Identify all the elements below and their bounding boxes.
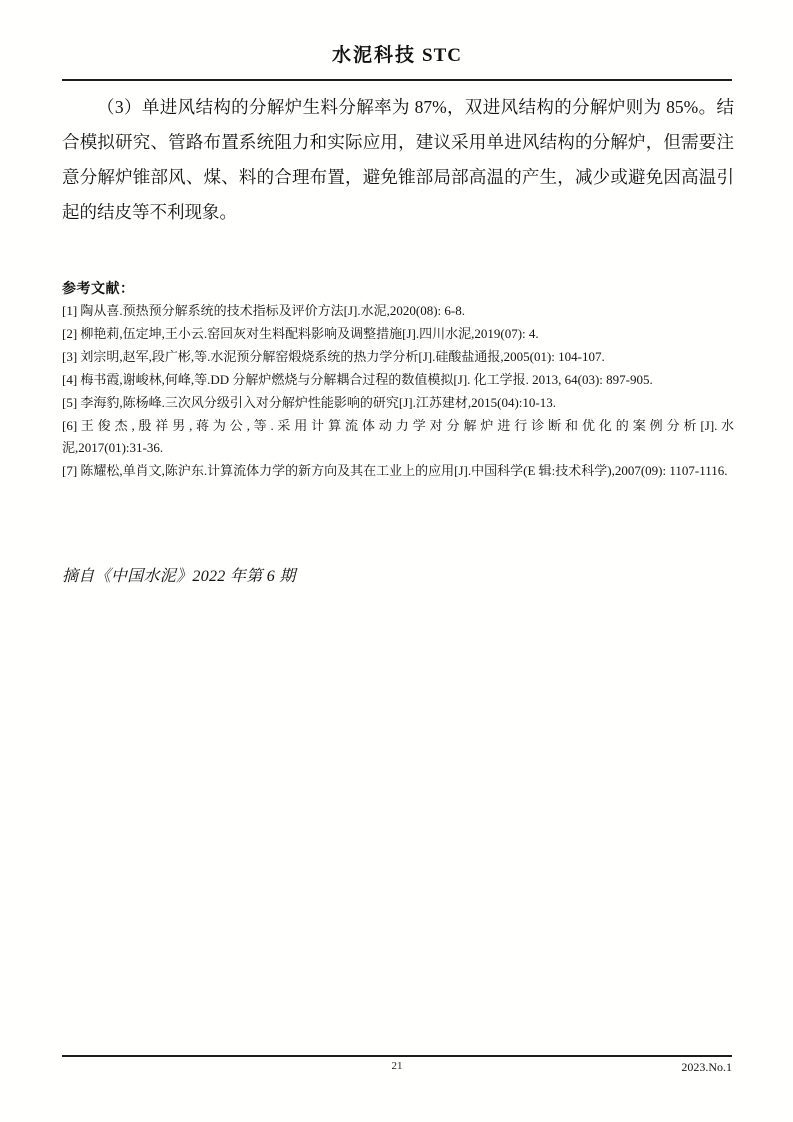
journal-abbreviation: STC (422, 45, 462, 66)
references-list (62, 300, 734, 483)
reference-item: [6] 王 俊 杰 , 殷 祥 男 , 蒋 为 公 , 等 . 采 用 计 算 流 体 动 力 学 对 分 解 炉 进 行 诊 断 和 优 化 的 案 例 分 析 [J]. 水泥,2017(01):31-36. (62, 417, 734, 455)
reference-item: [3] 刘宗明,赵军,段广彬,等.水泥预分解窑煅烧系统的热力学分析[J].硅酸盐通报,2005(01): 104-107. (62, 348, 605, 364)
source-citation: 摘自《中国水泥》2022 年第 6 期 (62, 568, 296, 585)
journal-title: 水泥科技 STC (332, 45, 462, 66)
page-number: 21 (391, 1060, 403, 1072)
references-heading: 参考文献： (62, 282, 135, 297)
reference-item: [7] 陈耀松,单肖文,陈沪东.计算流体力学的新方向及其在工业上的应用[J].中国科学(E 辑:技术科学),2007(09): 1107-1116. (62, 462, 728, 478)
header-divider (62, 79, 732, 81)
reference-item: [1] 陶从喜.预热预分解系统的技术指标及评价方法[J].水泥,2020(08): 6-8. (62, 303, 465, 318)
body-content (62, 90, 734, 230)
reference-item: [2] 柳艳莉,伍定坤,王小云.窑回灰对生料配料影响及调整措施[J].四川水泥,2019(07): 4. (62, 325, 539, 341)
reference-item: [4] 梅书霞,谢峻林,何峰,等.DD 分解炉燃烧与分解耦合过程的数值模拟[J]. 化工学报. 2013, 64(03): 897-905. (62, 371, 653, 387)
page-footer (62, 1060, 732, 1078)
body-paragraph: （3）单进风结构的分解炉生料分解率为 87%，双进风结构的分解炉则为 85%。结合模拟研究、管路布置系统阻力和实际应用，建议采用单进风结构的分解炉，但需要注意分解炉锥部风、煤、料的合理布置，避免锥部局部高温的产生，减少或避免因高温引起的结皮等不利现象。 (62, 97, 734, 222)
issue-label: 2023.No.1 (681, 1060, 732, 1074)
page-header (62, 40, 732, 67)
reference-item: [5] 李海豹,陈杨峰.三次风分级引入对分解炉性能影响的研究[J].江苏建材,2015(04):10-13. (62, 394, 556, 410)
footer-divider (62, 1055, 732, 1057)
